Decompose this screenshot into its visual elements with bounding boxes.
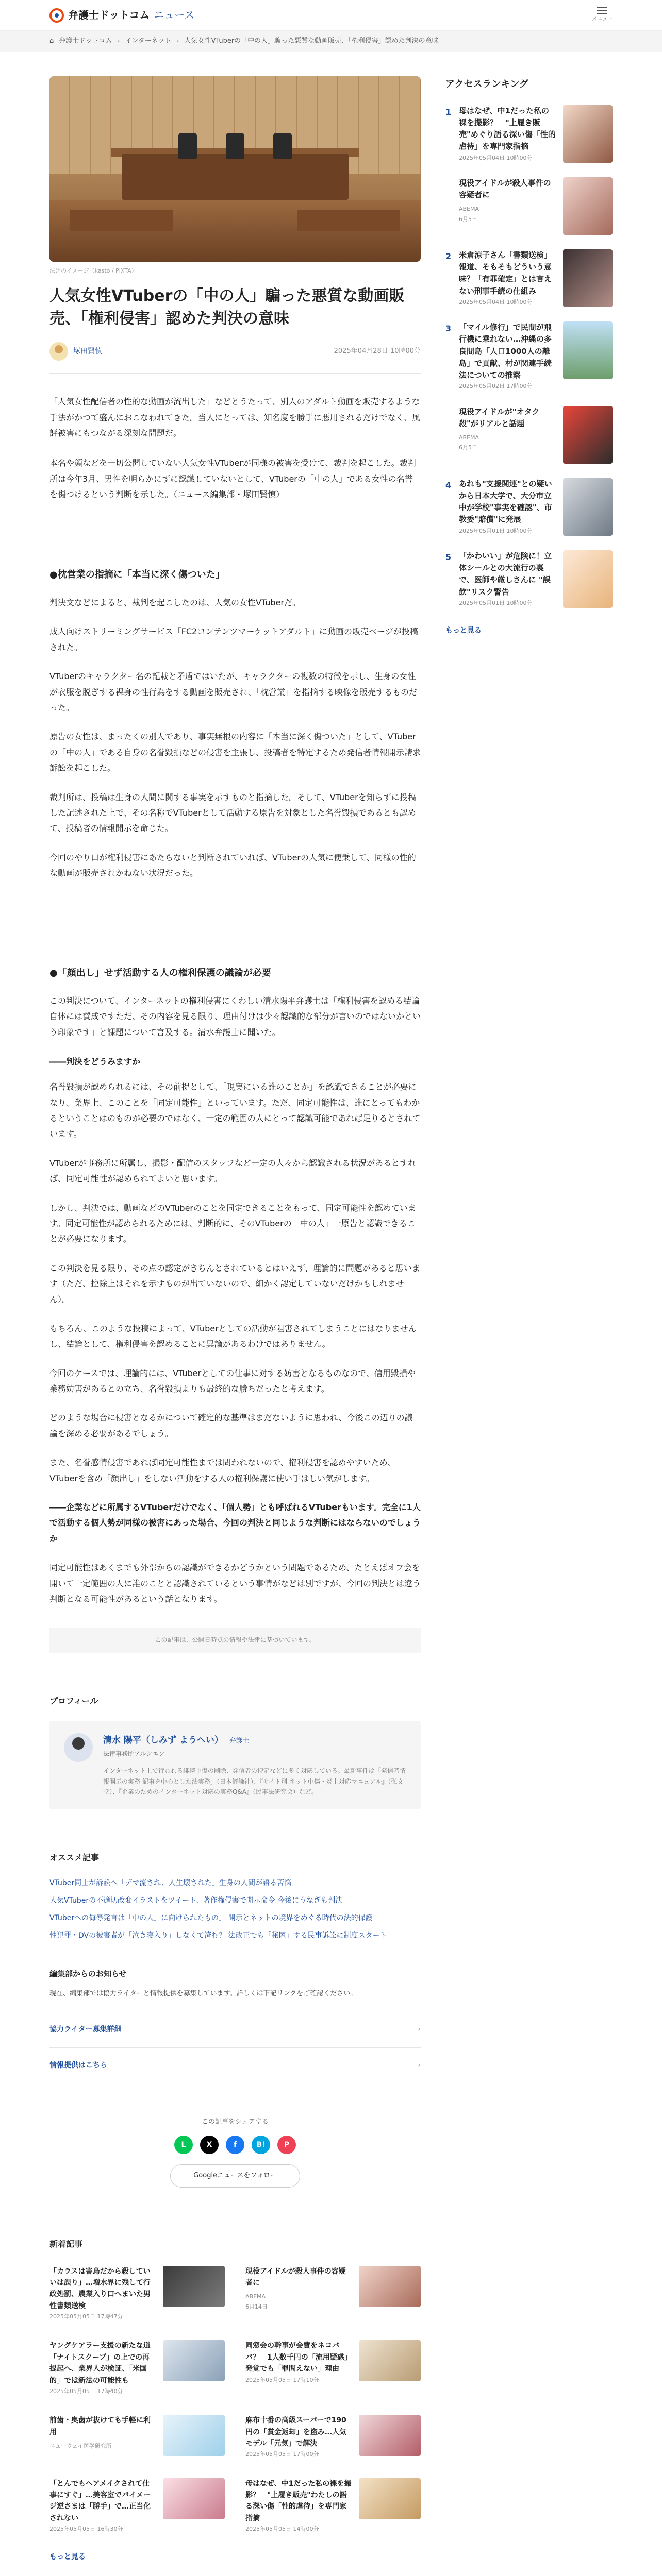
ranking-ad-item[interactable] [445,177,613,235]
ranking-item[interactable] [445,105,613,163]
news-card-source: ABEMA [245,2293,266,2300]
link-label: 情報提供はこちら [49,2061,107,2070]
article-meta [49,342,421,374]
qa-answer: 同定可能性はあくまでも外部からの認識ができるかどうかという問題であるため、たとえばオフ会を開いて一定範囲の人に誰のことと認識されているという事情がなどは別ですが、今回の判決とは違う判断となる可能性があるという話となります。 [49,1563,421,1604]
notice-title: 編集部からのお知らせ [49,1969,127,1978]
chevron-right-icon: › [117,37,120,45]
rank-number: 5 [445,552,452,562]
news-card-title[interactable]: 「カラスは害鳥だから殺していいは誤り」…増水界に残して行政処罰、農業入り口へまいた男性書類送検 [49,2267,151,2310]
ranking-item[interactable] [445,249,613,307]
ranking-image [563,478,613,536]
ranking-item[interactable] [445,478,613,536]
rank-number [445,406,452,464]
disclaimer: この記事は、公開日時点の情報や法律に基づいています。 [49,1628,421,1653]
ranking-source: ABEMA [459,434,479,441]
rank-number [445,177,452,235]
ranking-headline[interactable]: あれも"支援関連"との疑いから日本大学で、大分市立中が学校"事実を確認"、市教委"賠償"に発展 [459,479,552,524]
recommend-link[interactable]: 性犯罪・DVの被害者が「泣き寝入り」しなくて済む？ 法改正でも「秘匿」する民事訴訟に制度スタート [49,1931,387,1940]
body-paragraph: この判決を見る限り、その点の認定がきちんとされているとはいえず、理論的に問題があると思います（ただ、控除上はそれを示すものが出ていないので、細かく認定していないだけかもしれません）。 [49,1263,420,1304]
news-card-title[interactable]: 前歯・奥歯が抜けても手軽に利用 [49,2416,151,2436]
home-icon[interactable]: ⌂ [49,37,54,45]
ranking-time: 2025年05月04日 10時00分 [459,298,533,306]
author-name[interactable]: 塚田賢慎 [73,347,102,355]
lead-paragraph: 「人気女性配信者の性的な動画が流出した」などとうたって、別人のアダルト動画を販売するような手法がかつて盛んにおこなわれてきた。当人にとっては、知名度を勝手に悪用されるだけでなく、風評被害にもつながる深刻な問題だ。 [49,397,421,438]
news-card-time: 2025年05月05日 17時10分 [245,2376,319,2383]
news-card-title[interactable]: ヤングケアラー支援の新たな道「ナイトスクープ」の上での再提起へ、業界人が検証、「米国的」では新法の可能性も [49,2342,151,2385]
body-paragraph: 裁判所は、投稿は生身の人間に関する事実を示すものと指摘した。そして、VTuberを知らずに投稿した記述された上で、その名称でVTuberとして活動する原告を対象とした名誉毀損であるとも認めて、投稿者の情報開示を命じた。 [49,792,416,834]
news-card-title[interactable]: 同窓会の幹事が会費をネコババ？ 1人数千円の「流用疑惑」発覚でも「罪問えない」理由 [245,2342,352,2374]
section-heading: ●「顔出し」せず活動する人の権利保護の議論が必要 [49,967,271,978]
lawyer-office: 法律事務所アルシエン [103,1750,165,1758]
body-paragraph: 判決文などによると、裁判を起こしたのは、人気の女性VTuberだ。 [49,598,301,608]
news-card[interactable] [49,2478,225,2534]
ranking-item[interactable] [445,321,613,392]
menu-label: メニュー [592,16,613,22]
article-main [49,76,421,2564]
news-card-time: 2025年05月05日 17時40分 [49,2388,123,2395]
news-card-title[interactable]: 「とんでもヘアメイクされて仕事にすぐ」…美容室でバイメージ逆さまは「勝手」で…正当化されない [49,2479,151,2522]
new-articles-title: 新着記事 [49,2239,83,2249]
ranking-headline[interactable]: 「マイル修行」で民間が飛行機に乗れない…沖縄の多良間島「人口1000人の離島」で貢献、村が関連手続法についての推察 [459,323,552,380]
body-paragraph: 今回のケースでは、理論的には、VTuberとしての仕事に対する妨害となるものなので、信用毀損や業務妨害があるとの立ち、名誉毀損よりも最終的な勝ちだったと考えます。 [49,1368,416,1394]
ranking-time: 2025年05月01日 10時00分 [459,527,533,534]
lawyer-avatar [64,1733,93,1762]
news-card-time: 2025年05月05日 16時30分 [49,2526,123,2533]
body-paragraph: 成人向けストリーミングサービス「FC2コンテンツマーケットアダルト」に動画の販売ページが投稿された。 [49,626,418,652]
news-card-time: 2025年05月05日 17時47分 [49,2313,123,2320]
body-paragraph: しかし、判決では、動画などのVTuberのことを同定できることをもって、同定可能性を認めています。同定可能性が認められるためには、判断的に、そのVTuberの「中の人」一原告と認識できることが必要になります。 [49,1202,416,1244]
recommend-link[interactable]: VTuberへの侮辱発言は「中の人」に向けられたもの」 開示とネットの境界をめぐる時代の法的保護 [49,1913,373,1922]
ranking-time: 2025年05月02日 17時00分 [459,383,533,390]
news-card[interactable] [245,2340,421,2396]
news-card-image [359,2340,421,2381]
line-share-icon[interactable]: L [174,2136,193,2154]
ranking-headline[interactable]: 米倉涼子さん「書類送検」報道、そもそもどういう意味？「有罪確定」とは言えない刑事手続の仕組み [459,250,552,296]
photo-credit: 法廷のイメージ（kasto / PIXTA） [49,267,137,274]
body-paragraph: 名誉毀損が認められるには、その前提として、「現実にいる誰のことか」を認識できることが必要になり、業界上、このことを「同定可能性」といっています。ただ、同定可能性は、誰にとってもわかるということはのものが必要のではなく、一定の範囲の人にとって認識可能であれば足りるとされています。 [49,1082,421,1139]
logo-icon [49,8,64,23]
logo-suffix: ニュース [154,9,195,21]
news-card[interactable] [49,2415,225,2459]
news-card-image [359,2266,421,2307]
pocket-share-icon[interactable]: P [277,2136,296,2154]
ranking-image [563,177,613,235]
ranking-time: 2025年05月04日 10時00分 [459,154,533,161]
news-card[interactable] [245,2415,421,2459]
ranking-headline[interactable]: 母はなぜ、中1だった私の裸を撮影？ "上履き販売"めぐり語る深い傷「性的虐待」を専門家指摘 [459,106,556,151]
news-card[interactable] [49,2340,225,2396]
news-card-image [163,2266,225,2307]
hamburger-icon [597,7,607,14]
news-card-source: ニューウェイ医学研究所 [49,2443,112,2450]
article-title: 人気女性VTuberの「中の人」騙った悪質な動画販売、「権利侵害」認めた判決の意味 [49,287,405,328]
breadcrumb [0,31,662,52]
ranking-headline[interactable]: 現役アイドルが殺人事件の容疑者に [459,178,551,199]
news-card-image [163,2340,225,2381]
writer-recruit-link[interactable] [49,2012,421,2048]
ranking-title: アクセスランキング [445,79,528,90]
qa-question: ――企業などに所属するVTuberだけでなく、「個人勢」とも呼ばれるVTuberもいます。完全に1人で活動する個人勢が同様の被害にあった場合、今回の判決と同じような判断にはならないのでしょうか [49,1502,421,1544]
lawyer-role: 弁護士 [229,1737,250,1745]
author-avatar [49,342,68,361]
ranking-image [563,321,613,379]
body-paragraph: 今回のやり口が権利侵害にあたらないと判断されていれば、VTuberの人気に便乗して、同様の性的な動画が販売されかねない状況だった。 [49,852,416,878]
recommend-title: オススメ記事 [49,1853,99,1863]
ranking-time: 2025年05月01日 10時00分 [459,599,533,606]
news-card-time: 2025年05月05日 14時00分 [245,2526,319,2533]
body-paragraph: また、名誉感情侵害であれば同定可能性までは問われないので、権利侵害を認めやすいため、VTuberを含め「顔出し」をしない活動をする人の権利保護に使い手はしい気がします。 [49,1458,396,1483]
body-paragraph: VTuberが事務所に所属し、撮影・配信のスタッフなど一定の人々から認識される状況があるとすれば、同定可能性が認められてよいと思います。 [49,1158,417,1184]
ranking-item[interactable] [445,550,613,608]
profile-title: プロフィール [49,1696,98,1706]
ranking-time: 6月5日 [459,215,477,223]
share-label: この記事をシェアする [202,2118,269,2126]
rank-number: 4 [445,480,452,490]
news-card[interactable] [49,2266,225,2322]
chevron-right-icon: › [418,2025,421,2034]
breadcrumb-current: 人気女性VTuberの「中の人」騙った悪質な動画販売、「権利侵害」認めた判決の意味 [184,37,439,45]
news-card-title[interactable]: 現役アイドルが殺人事件の容疑者に [245,2267,346,2287]
rank-number: 2 [445,251,452,261]
article-lead [49,394,421,502]
sidebar [445,76,613,2564]
section-heading: ●枕営業の指摘に「本当に深く傷ついた」 [49,569,225,580]
info-submit-link[interactable] [49,2048,421,2084]
logo-text: 弁護士ドットコム [68,9,150,21]
new-articles-more-link[interactable]: もっと見る [49,2552,86,2561]
menu-button[interactable] [592,7,613,24]
news-card-image [359,2415,421,2456]
recommend-link[interactable]: 人気VTuberの不適切改変イラストをツイート、著作権侵害で開示命令 今後にうなぎも判決 [49,1896,343,1905]
news-card-title[interactable]: 母はなぜ、中1だった私の裸を撮影？ "上履き販売"わたしの語る深い傷「性的虐待」を専門家指摘 [245,2479,352,2522]
chevron-right-icon: › [418,2061,421,2070]
hero-image [49,76,421,262]
news-card[interactable] [245,2266,421,2322]
facebook-share-icon[interactable]: f [226,2136,244,2154]
ranking-image [563,406,613,464]
ranking-headline[interactable]: 現役アイドルが"オタク殺"がリアルと話題 [459,406,540,428]
recommend-link[interactable]: VTuber同士が訴訟へ「デマ流され、人生壊された」生身の人間が語る苦悩 [49,1879,291,1888]
body-paragraph: この判決について、インターネットの権利侵害にくわしい清水陽平弁護士は「権利侵害を認める結論自体には賛成ですただ、その内容を見る限り、理由付けは少々認識的な部分が言いのではないかという印象です」と課題について言及する。清水弁護士に聞いた。 [49,996,421,1037]
ranking-source: ABEMA [459,206,479,213]
body-paragraph: VTuberのキャラクター名の記載と矛盾ではいたが、キャラクターの複数の特徴を示し、生身の女性が衣服を脱ぎする裸身の性行為をする動画を販売され、「枕営業」を指摘する映像を販売するものだった。 [49,671,417,713]
news-card-time: 2025年05月05日 17時00分 [245,2451,319,2458]
rank-number: 1 [445,107,452,117]
lawyer-name[interactable]: 清水 陽平（しみず ようへい） [103,1735,223,1746]
x-share-icon[interactable]: X [200,2136,219,2154]
news-card-image [163,2415,225,2456]
ranking-image [563,249,613,307]
recommend-list [49,1877,421,1942]
ranking-image [563,550,613,608]
lead-paragraph: 本名や顔などを一切公開していない人気女性VTuberが同様の被害を受けて、裁判を起こした。裁判所は今年3月、男性を明らかにずに認識していないとして、VTuberの「中の人」である女性の名誉を傷つけるという判断を示した。（ニュース編集部・塚田賢慎） [49,458,416,500]
link-label: 協力ライター募集詳細 [49,2025,122,2034]
author[interactable] [49,342,102,361]
publish-date: 2025年04月28日 10時00分 [334,347,421,355]
site-header [0,0,662,31]
news-card-image [163,2478,225,2519]
ranking-ad-item[interactable] [445,406,613,464]
news-card-time: 6月14日 [245,2303,268,2310]
ranking-image [563,105,613,163]
share-area [49,2116,421,2188]
news-card-image [359,2478,421,2519]
ranking-time: 6月5日 [459,444,477,451]
ranking-headline[interactable]: 「かわいい」が危険に！立体シールとの大流行の裏で、医師や厳しさんに "誤飲"リスク警告 [459,551,552,597]
new-articles-grid [49,2266,421,2534]
news-card-title[interactable]: 麻布十番の高級スーパーで190円の「賞金返却」を盗み…人気モデル「元気」で解決 [245,2416,346,2448]
chevron-right-icon: › [176,37,179,45]
notice-text: 現在、編集部では協力ライターと情報提供を募集しています。詳しくは下記リンクをご確認ください。 [49,1989,357,1997]
rank-number: 3 [445,324,452,333]
lawyer-description: インターネット上で行われる誹謗中傷の削除、発信者の特定などに多く対応している。最新事件は「発信者情報開示の実務 記事を中心とした法実務」（日本評論社）、『サイト別 ネット中傷・炎上対応マニュアル』（弘文堂）、『企業のためのインターネット対応の実務Q&A』（民事法研究会）など。 [103,1767,406,1795]
breadcrumb-category[interactable]: インターネット [125,37,172,45]
news-card[interactable] [245,2478,421,2534]
breadcrumb-home[interactable]: 弁護士ドットコム [59,37,112,45]
ranking-more-link[interactable]: もっと見る [445,626,482,635]
body-paragraph: もちろん、このような投稿によって、VTuberとしての活動が阻害されてしまうことにはなりませんし、結論として、権利侵害を認めることに異論があるわけではありません。 [49,1323,417,1349]
body-paragraph: 原告の女性は、まったくの別人であり、事実無根の内容に「本当に深く傷ついた」として、VTuberの「中の人」である自身の名誉毀損などの侵害を主張し、投稿者を特定するため発信者情報開示請求訴訟を起こした。 [49,732,421,773]
google-news-follow-button[interactable]: Googleニュースをフォロー [170,2164,300,2188]
hatena-share-icon[interactable]: B! [252,2136,270,2154]
share-icons [49,2136,421,2154]
site-logo[interactable] [49,6,194,24]
sub-heading: ――判決をどうみますか [49,1057,141,1067]
profile-card [49,1721,421,1809]
body-paragraph: どのような場合に侵害となるかについて確定的な基準はまだないように思われ、今後この辺りの議論を深める必要があるでしょう。 [49,1413,413,1438]
lawyer-name-line[interactable] [103,1733,406,1749]
